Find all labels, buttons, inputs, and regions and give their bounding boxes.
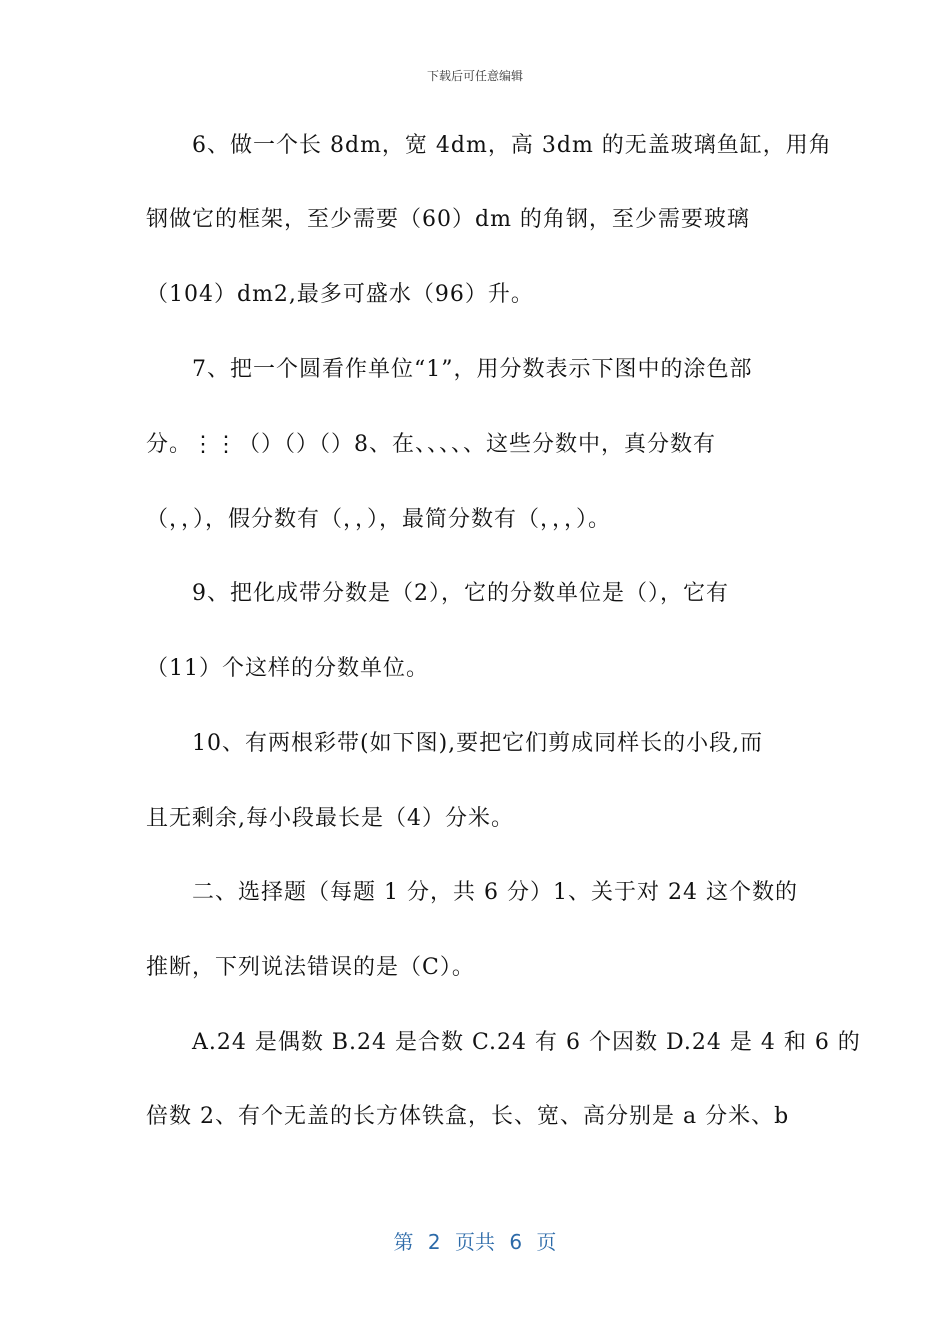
text-line: （，，），假分数有（，，），最简分数有（，，，）。 [146,507,612,532]
text-line: （11）个这样的分数单位。 [146,656,429,681]
text-line: A.24 是偶数 B.24 是合数 C.24 有 6 个因数 D.24 是 4 和 6 的 [192,1030,861,1055]
page-footer: 第 2 页共 6 页 [393,1230,557,1254]
text-line: （104）dm2,最多可盛水（96）升。 [146,282,534,307]
text-line: 且无剩余,每小段最长是（4）分米。 [146,806,514,831]
text-line: 倍数 2、有个无盖的长方体铁盒，长、宽、高分别是 a 分米、b [146,1104,790,1129]
header-note: 下载后可任意编辑 [426,69,523,83]
text-line: 分。⋮⋮（）（）（）8、在、、、、、这些分数中，真分数有 [146,432,716,457]
text-line: 7、把一个圆看作单位“1”，用分数表示下图中的涂色部 [192,357,753,382]
text-line: 6、做一个长 8dm，宽 4dm，高 3dm 的无盖玻璃鱼缸，用角 [192,133,832,158]
text-line: 二、选择题（每题 1 分，共 6 分）1、关于对 24 这个数的 [192,880,798,905]
text-line: 钢做它的框架，至少需要（60）dm 的角钢，至少需要玻璃 [146,207,750,232]
text-line: 10、有两根彩带(如下图),要把它们剪成同样长的小段,而 [192,731,764,756]
text-line: 推断，下列说法错误的是（C）。 [146,955,475,980]
text-line: 9、把化成带分数是（2），它的分数单位是（），它有 [192,581,729,606]
